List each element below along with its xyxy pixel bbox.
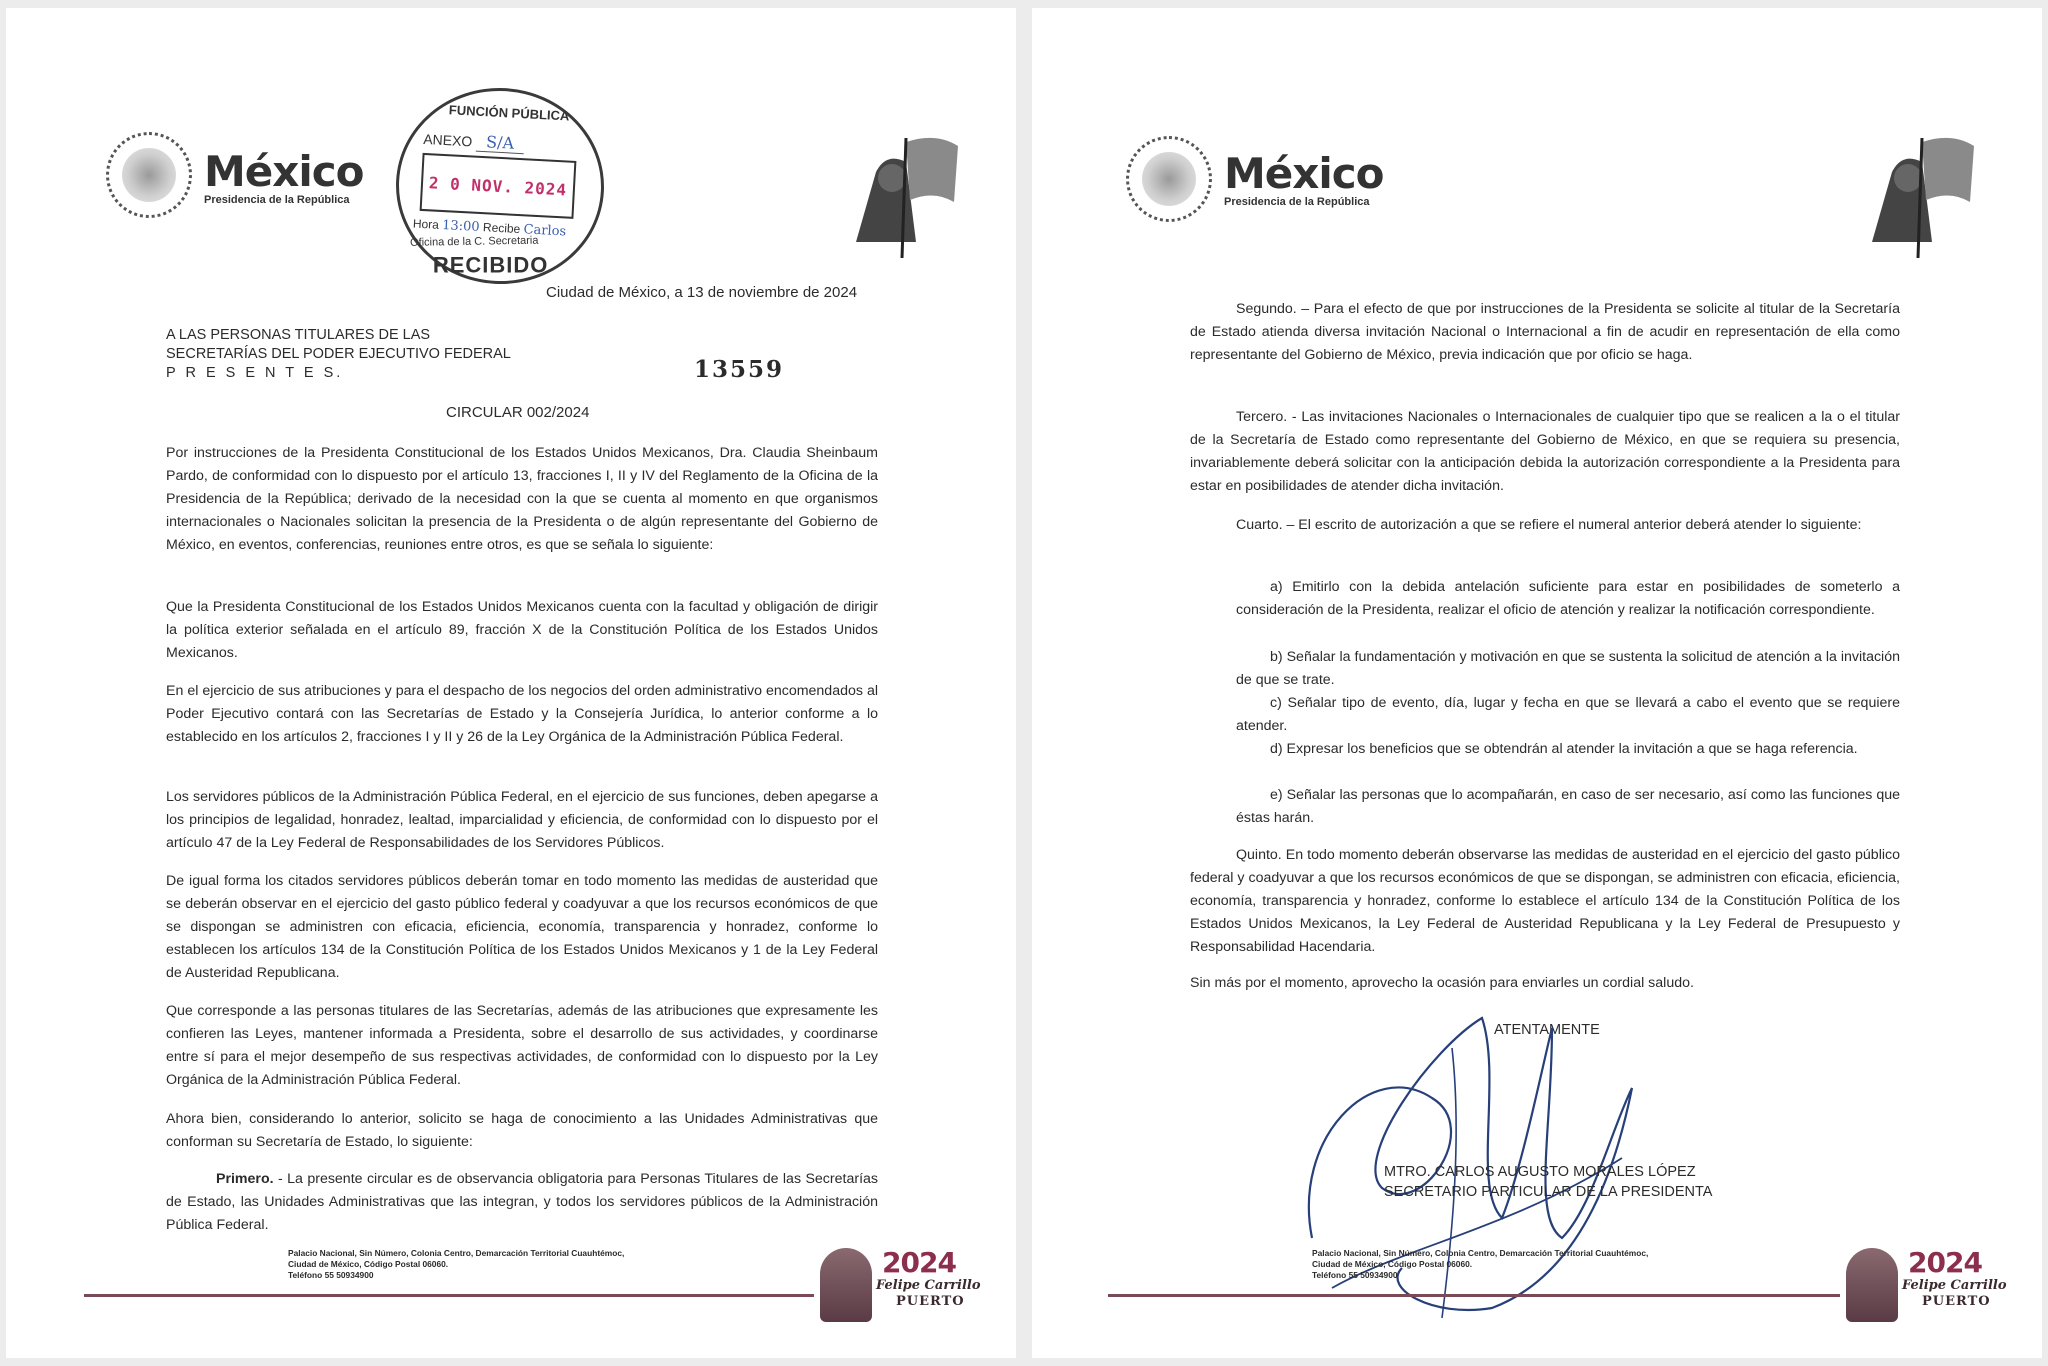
- felipe-carrillo-puerto-badge: [1846, 1244, 2014, 1328]
- document-page-1: [6, 8, 1016, 1358]
- atentamente-label: ATENTAMENTE: [1494, 1022, 1600, 1038]
- document-dateline: Ciudad de México, a 13 de noviembre de 2024: [546, 284, 858, 301]
- paragraph-tercero: [1190, 406, 1900, 498]
- footer-address-line-1: Palacio Nacional, Sin Número, Colonia Centro, Demarcación Territorial Cuauhtémoc,: [1312, 1248, 1649, 1258]
- paragraph-5: De igual forma los citados servidores públicos deberán tomar en todo momento las medidas de austeridad que se deberán observar en el ejercicio del gasto público federal y coadyuvar a que los recursos económicos de que se dispongan se administren con eficacia, eficiencia, economía, transparencia y honradez, conforme lo establecen los artículos 134 de la Constitución Política de los Estados Unidos Mexicanos y 1 de la Ley Federal de Austeridad Republicana.: [166, 873, 878, 981]
- segundo-lead: Segundo.: [1236, 301, 1297, 317]
- stamp-anexo-value: S/A: [476, 132, 525, 154]
- wordmark-title: México: [204, 147, 364, 196]
- badge-surname: PUERTO: [1922, 1294, 1991, 1309]
- list-item-a: a) Emitirlo con la debida antelación suficiente para estar en posibilidades de someterlo a consideración de la Presidenta, realizar el oficio de atención y realizar la notificación correspondiente.: [1236, 579, 1900, 618]
- addressee-line-3: P R E S E N T E S.: [166, 365, 344, 381]
- stamp-recibe-label: Recibe: [482, 220, 521, 237]
- wordmark-title: México: [1224, 149, 1384, 198]
- primero-lead: Primero.: [216, 1171, 274, 1187]
- stamp-title: FUNCIÓN PÚBLICA: [448, 102, 570, 124]
- signer-title: SECRETARIO PARTICULAR DE LA PRESIDENTA: [1384, 1184, 1713, 1200]
- mexico-wordmark: [204, 147, 364, 206]
- addressee-block: [166, 326, 511, 383]
- list-item-b: b) Señalar la fundamentación y motivación en que se sustenta la solicitud de atención a la invitación de que se trate.: [1236, 649, 1900, 688]
- signer-block: [1384, 1162, 1712, 1202]
- cuarto-text: – El escrito de autorización a que se refiere el numeral anterior deberá atender lo siguiente:: [1282, 517, 1862, 533]
- folio-number: 13559: [694, 356, 785, 383]
- stamp-anexo-label: ANEXO: [422, 130, 473, 150]
- stamp-date: 2 0 NOV. 2024: [428, 172, 568, 199]
- woman-with-flag-emblem-icon: [1862, 132, 1980, 260]
- coat-of-arms-seal-icon: [1126, 136, 1212, 222]
- footer-address-line-2: Ciudad de México, Código Postal 06060.: [288, 1259, 449, 1269]
- footer-rule: [1108, 1294, 1840, 1297]
- portrait-icon: [820, 1248, 872, 1322]
- stamp-date-box: [420, 153, 577, 219]
- addressee-line-1: A LAS PERSONAS TITULARES DE LAS: [166, 327, 431, 343]
- cuarto-lead: Cuarto.: [1236, 517, 1283, 533]
- footer-address: [288, 1248, 624, 1281]
- badge-surname: PUERTO: [896, 1294, 965, 1309]
- tercero-lead: Tercero.: [1236, 409, 1288, 425]
- signer-name: MTRO. CARLOS AUGUSTO MORALES LÓPEZ: [1384, 1164, 1696, 1180]
- quinto-lead: Quinto.: [1236, 847, 1282, 863]
- badge-year: 2024: [882, 1246, 956, 1279]
- document-page-2: [1032, 8, 2042, 1358]
- footer-address-line-1: Palacio Nacional, Sin Número, Colonia Centro, Demarcación Territorial Cuauhtémoc,: [288, 1248, 625, 1258]
- paragraph-primero: [166, 1168, 878, 1237]
- circular-number: CIRCULAR 002/2024: [446, 404, 590, 421]
- footer-address-line-3: Teléfono 55 50934900: [288, 1270, 374, 1280]
- badge-year: 2024: [1908, 1246, 1982, 1279]
- portrait-icon: [1846, 1248, 1898, 1322]
- addressee-line-2: SECRETARÍAS DEL PODER EJECUTIVO FEDERAL: [166, 346, 511, 362]
- badge-name: Felipe Carrillo: [1902, 1278, 2007, 1293]
- stamp-recibe-value: Carlos: [523, 222, 567, 240]
- paragraph-2: Que la Presidenta Constitucional de los Estados Unidos Mexicanos cuenta con la facultad y obligación de dirigir la política exterior señalada en el artículo 89, fracción X de la Constitución Política de los Estados Unidos Mexicanos.: [166, 599, 878, 661]
- badge-name: Felipe Carrillo: [876, 1278, 981, 1293]
- woman-with-flag-emblem-icon: [846, 132, 964, 260]
- paragraph-quinto: [1190, 844, 1900, 959]
- footer-address: [1312, 1248, 1648, 1281]
- paragraph-4: Los servidores públicos de la Administración Pública Federal, en el ejercicio de sus funciones, deben apegarse a los principios de legalidad, honradez, lealtad, imparcialidad y eficiencia, de conformidad con lo dispuesto por el artículo 47 de la Ley Federal de Responsabilidades de los Servidores Públicos.: [166, 789, 878, 851]
- closing-line: Sin más por el momento, aprovecho la ocasión para enviarles un cordial saludo.: [1190, 975, 1694, 991]
- quinto-text: En todo momento deberán observarse las medidas de austeridad en el ejercicio del gasto público federal y coadyuvar a que los recursos económicos de que se dispongan, se administren con eficacia, eficiencia, economía, transparencia y honradez, conforme lo establece el artículo 134 de la Constitución Política de los Estados Unidos Mexicanos, la Ley Federal de Austeridad Republicana y la Ley Federal de Presupuesto y Responsabilidad Hacendaria.: [1190, 847, 1900, 955]
- stamp-recibido: RECIBIDO: [432, 252, 549, 278]
- paragraph-3: En el ejercicio de sus atribuciones y para el despacho de los negocios del orden administrativo encomendados al Poder Ejecutivo contará con las Secretarías de Estado y la Consejería Jurídica, lo anterior conforme a lo establecido en los artículos 2, fracciones I y II y 26 de la Ley Orgánica de la Administración Pública Federal.: [166, 683, 878, 745]
- stamp-hora-value: 13:00: [441, 218, 481, 235]
- received-stamp: [391, 83, 609, 290]
- felipe-carrillo-puerto-badge: [820, 1244, 988, 1328]
- list-item-e: e) Señalar las personas que lo acompañarán, en caso de ser necesario, así como las funciones que éstas harán.: [1236, 787, 1900, 826]
- paragraph-segundo: [1190, 298, 1900, 367]
- paragraph-1: Por instrucciones de la Presidenta Constitucional de los Estados Unidos Mexicanos, Dra. Claudia Sheinbaum Pardo, de conformidad con lo dispuesto por el artículo 13, fracciones I, II y IV del Reglamento de la Oficina de la Presidencia de la República; derivado de la necesidad con la que se cuenta al momento en que organismos internacionales o Nacionales solicitan la presencia de la Presidenta o de algún representante del Gobierno de México, en eventos, conferencias, reuniones entre otros, es que se señala lo siguiente:: [166, 445, 878, 553]
- paragraph-7: Ahora bien, considerando lo anterior, solicito se haga de conocimiento a las Unidades Administrativas que conforman su Secretaría de Estado, lo siguiente:: [166, 1111, 878, 1150]
- paragraph-6: Que corresponde a las personas titulares de las Secretarías, además de las atribuciones que expresamente les confieren las Leyes, mantener informada a Presidenta, sobre el desarrollo de sus actividades, y coordinarse entre sí para el mejor desempeño de sus respectivas actividades, de conformidad con lo dispuesto por la Ley Orgánica de la Administración Pública Federal.: [166, 1003, 878, 1088]
- stamp-anexo: [423, 129, 525, 153]
- footer-address-line-2: Ciudad de México, Código Postal 06060.: [1312, 1259, 1473, 1269]
- stamp-oficina: Oficina de la C. Secretaria: [409, 234, 539, 249]
- list-item-d: d) Expresar los beneficios que se obtendrán al atender la invitación a que se haga referencia.: [1270, 741, 1858, 757]
- footer-address-line-3: Teléfono 55 50934900: [1312, 1270, 1398, 1280]
- wordmark-subtitle: Presidencia de la República: [204, 194, 350, 206]
- wordmark-subtitle: Presidencia de la República: [1224, 196, 1370, 208]
- list-item-c: c) Señalar tipo de evento, día, lugar y fecha en que se llevará a cabo el evento que se requiere atender.: [1236, 695, 1900, 734]
- paragraph-cuarto: [1190, 514, 1900, 537]
- mexico-wordmark: [1224, 149, 1384, 208]
- segundo-text: – Para el efecto de que por instrucciones de la Presidenta se solicite al titular de la Secretaría de Estado atienda diversa invitación Nacional o Internacional a fin de acudir en representación de ella como representante del Gobierno de México, previa indicación que por oficio se haga.: [1190, 301, 1900, 363]
- tercero-text: - Las invitaciones Nacionales o Internacionales de cualquier tipo que se realicen a la o el titular de la Secretaría de Estado como representante del Gobierno de México, en que se requiera su presencia, invariablemente deberá solicitar con la anticipación debida la autorización correspondiente a la Presidenta para estar en posibilidades de atender dicha invitación.: [1190, 409, 1900, 494]
- primero-text: - La presente circular es de observancia obligatoria para Personas Titulares de las Secretarías de Estado, las Unidades Administrativas que las integran, y todos los servidores públicos de la Administración Pública Federal.: [166, 1171, 878, 1233]
- footer-rule: [84, 1294, 814, 1297]
- coat-of-arms-seal-icon: [106, 132, 192, 218]
- stamp-hora-label: Hora: [412, 216, 440, 232]
